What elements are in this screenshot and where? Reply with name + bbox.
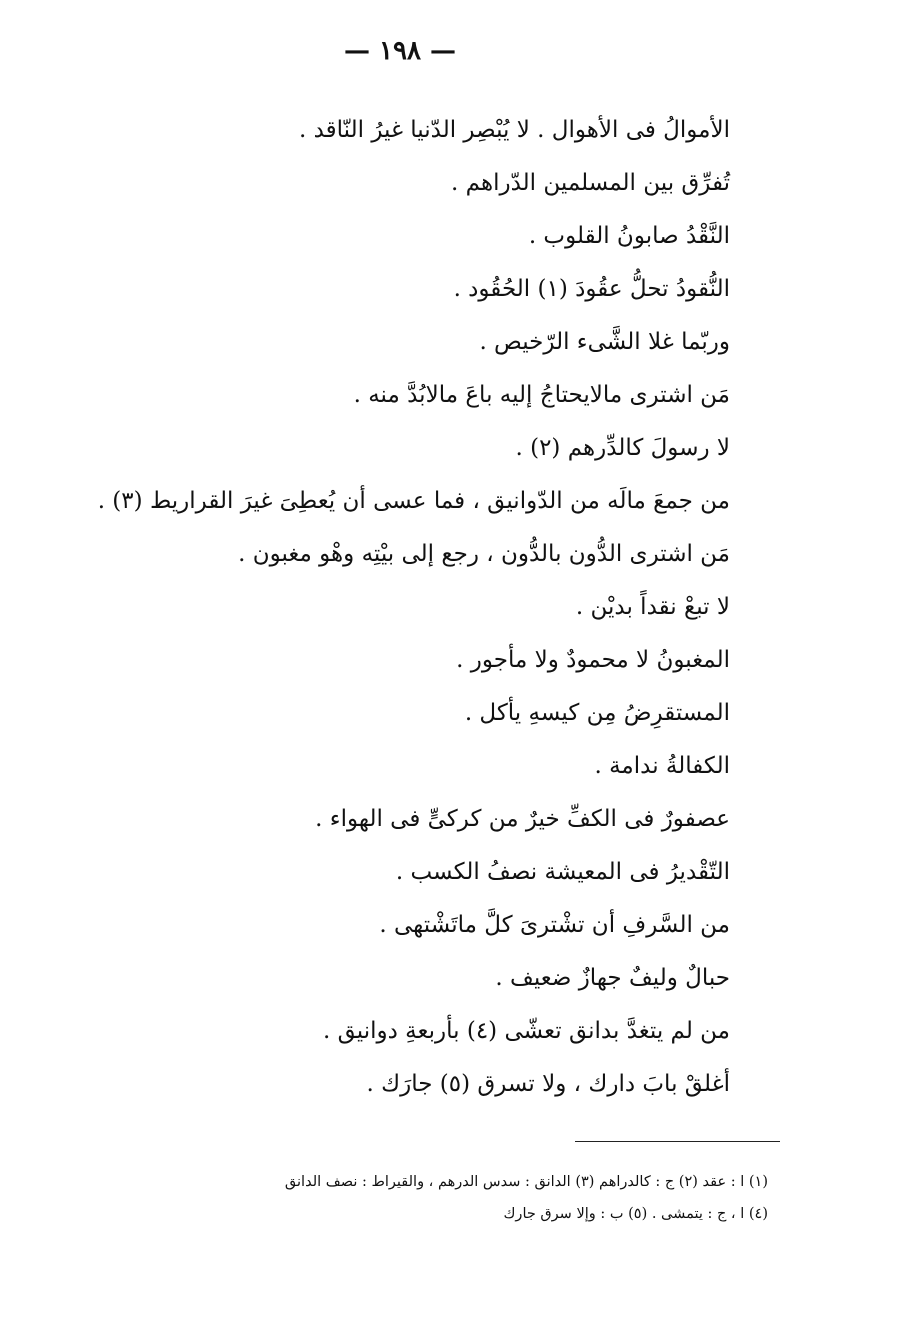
- proverb-line: من لم يتغدَّ بدانق تعشّى (٤) بأربعةِ دوانيق .: [322, 1018, 730, 1044]
- proverb-line: من جمعَ مالَه من الدّوانيق ، فما عسى أن يُعطِىَ غيرَ القراريط (٣) .: [97, 488, 730, 514]
- proverb-line: عصفورٌ فى الكفِّ خيرٌ من كركىٍّ فى الهواء .: [315, 806, 730, 832]
- footnotes: [88, 1166, 768, 1230]
- proverb-line: التّقْديرُ فى المعيشة نصفُ الكسب .: [395, 859, 730, 885]
- proverb-line: مَن اشترى مالايحتاجُ إليه باعَ مالابُدَّ منه .: [353, 382, 730, 408]
- footnote-divider: [575, 1141, 780, 1142]
- proverb-line: الأموالُ فى الأهوال . لا يُبْصِر الدّنيا غيرُ النّاقد .: [298, 117, 730, 143]
- proverb-line: لا تبعْ نقداً بديْن .: [575, 594, 730, 620]
- proverb-line: حبالٌ وليفٌ جهازٌ ضعيف .: [495, 965, 730, 991]
- proverb-line: الكفالةُ ندامة .: [594, 753, 730, 779]
- proverb-line: وربّما غلا الشَّىء الرّخيص .: [479, 329, 730, 355]
- proverb-line: تُفرِّق بين المسلمين الدّراهم .: [451, 170, 730, 196]
- proverb-line: مَن اشترى الدُّون بالدُّون ، رجع إلى بيْتِه وهْو مغبون .: [238, 541, 730, 567]
- proverb-line: أغلقْ بابَ دارك ، ولا تسرق (٥) جارَك .: [366, 1071, 730, 1097]
- proverb-line: من السَّرفِ أن تشْترىَ كلَّ ماتَشْتهى .: [379, 912, 730, 938]
- proverb-line: المغبونُ لا محمودٌ ولا مأجور .: [456, 647, 730, 673]
- footnote-line: (٤) ا ، ج : يتمشى . (٥) ب : وإلا سرق جارك: [503, 1206, 768, 1222]
- proverb-list: [97, 104, 730, 1111]
- proverb-line: النُّقودُ تحلُّ عقُودَ (١) الحُقُود .: [453, 276, 730, 302]
- footnote-line: (١) ا : عقد (٢) ج : كالدراهم (٣) الدانق : سدس الدرهم ، والقيراط : نصف الدانق: [284, 1174, 768, 1190]
- page-number: — ١٩٨ —: [343, 36, 457, 66]
- proverb-line: المستقرِضُ مِن كيسهِ يأكل .: [464, 700, 730, 726]
- proverb-line: لا رسولَ كالدِّرهم (٢) .: [515, 435, 730, 461]
- proverb-line: النَّقْدُ صابونُ القلوب .: [528, 223, 730, 249]
